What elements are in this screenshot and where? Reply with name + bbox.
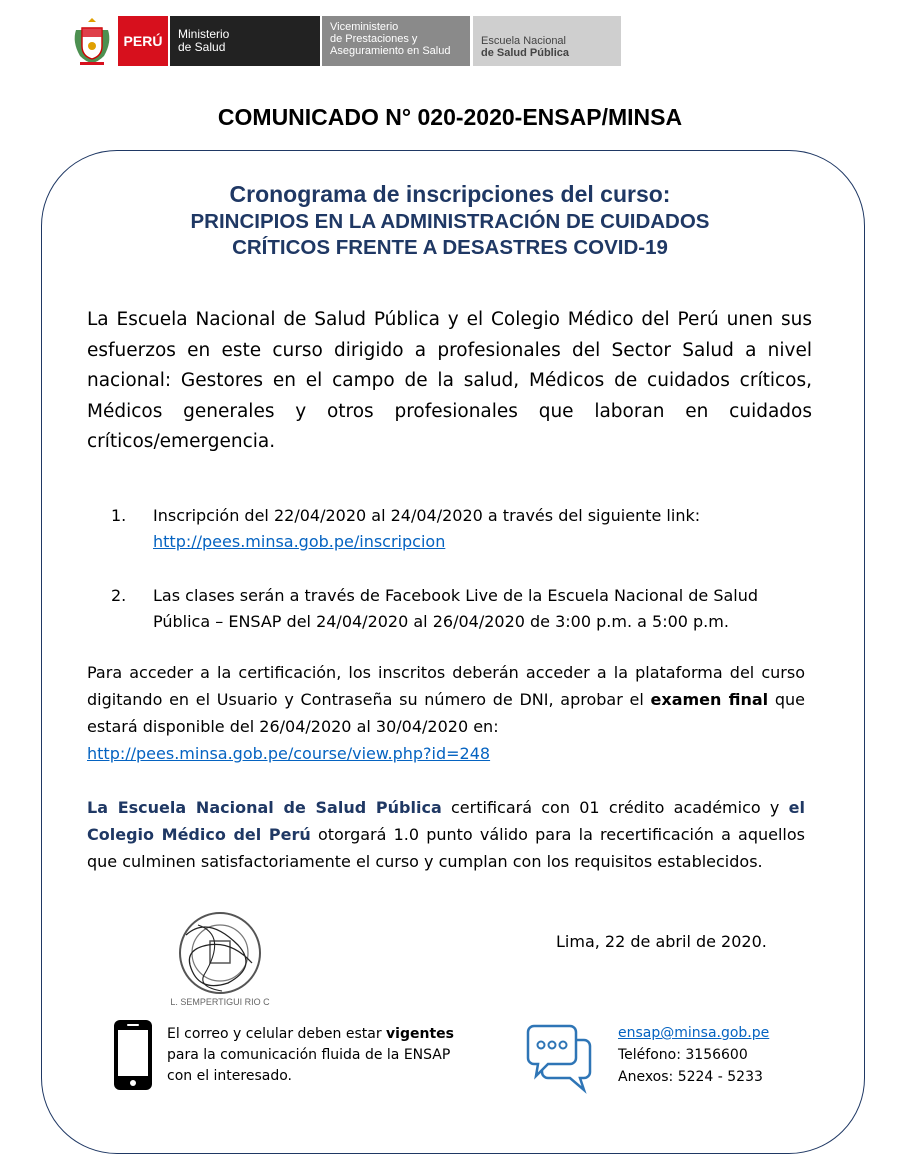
intro-paragraph: La Escuela Nacional de Salud Pública y el Colegio Médico del Perú unen sus esfuerzos en este curso dirigido a profesionales del Sector Salud a nivel nacional: Gestores en el campo de la salud, Médicos de cuidados críticos, Médicos generales y otros profesionales que laboran en cuidados críticos/emergencia. (87, 309, 812, 452)
ministerio-line1: Ministerio (178, 27, 230, 41)
course-title (0, 180, 900, 261)
inscripcion-link[interactable]: http://pees.minsa.gob.pe/inscripcion (153, 532, 446, 551)
viceministerio-label (322, 16, 470, 66)
ensap-label (473, 16, 621, 66)
credit-text-2: otorgará 1.0 punto válido para la recertificación a aquellos que culminen satisfactoriamente el curso y cumplan con los requisitos establecidos. (87, 825, 805, 871)
annex-numbers: Anexos: 5224 - 5233 (618, 1069, 763, 1085)
rounded-frame (41, 150, 865, 1154)
vice-line1: Viceministerio (330, 21, 399, 33)
stamp-signature: L. SEMPERTIGUI RIO C (170, 997, 270, 1007)
ensap-line2: de Salud Pública (481, 47, 570, 59)
ensap-line1: Escuela Nacional (481, 35, 566, 47)
credit-text-1: certificará con 01 crédito académico y (441, 798, 789, 817)
list-text: Las clases serán a través de Facebook Live de la Escuela Nacional de Salud Pública – ENSAP del 24/04/2020 al 26/04/2020 de 3:00 p.m. a 5:00 p.m. (153, 586, 759, 631)
ensap-name: La Escuela Nacional de Salud Pública (87, 798, 442, 817)
cert-bold-text: examen final (650, 690, 769, 709)
notice-bold: vigentes (386, 1026, 454, 1042)
notice-line3: con el interesado. (167, 1068, 292, 1084)
chat-bubbles-icon (526, 1022, 592, 1094)
vice-line3: Aseguramiento en Salud (330, 45, 451, 57)
notice-line1: El correo y celular deben estar (167, 1026, 387, 1042)
mobile-phone-icon (112, 1018, 154, 1092)
phone-number: Teléfono: 3156600 (618, 1047, 748, 1063)
course-link[interactable]: http://pees.minsa.gob.pe/course/view.php?id=248 (87, 744, 491, 763)
contact-notice (167, 1024, 454, 1087)
course-title-line3: CRÍTICOS FRENTE A DESASTRES COVID-19 (232, 236, 668, 259)
place-date: Lima, 22 de abril de 2020. (556, 932, 767, 951)
ministerio-label (170, 16, 320, 66)
peru-coat-of-arms-icon (70, 16, 114, 66)
list-number: 2. (111, 586, 127, 605)
peru-label: PERÚ (118, 16, 168, 66)
cert-text-1: Para acceder a la certificación, los inscritos deberán acceder a la plataforma del curso digitando en el Usuario y Contraseña su número de DNI, aprobar el (87, 663, 805, 709)
list-text: Inscripción del 22/04/2020 al 24/04/2020 a través del siguiente link: (153, 506, 701, 525)
header-logos (70, 16, 621, 66)
cert-text-2: que estará disponible del 26/04/2020 al 30/04/2020 en: (87, 690, 805, 736)
official-stamp-icon (168, 905, 272, 1009)
vice-line2: de Prestaciones y (330, 33, 418, 45)
email-link[interactable]: ensap@minsa.gob.pe (618, 1025, 770, 1041)
course-title-line1: Cronograma de inscripciones del curso: (229, 181, 671, 207)
ministerio-line2: de Salud (178, 40, 226, 54)
contact-info (618, 1022, 769, 1088)
certification-paragraph (87, 659, 805, 767)
course-title-line2: PRINCIPIOS EN LA ADMINISTRACIÓN DE CUIDADOS (190, 210, 710, 233)
notice-line2: para la comunicación fluida de la ENSAP (167, 1047, 451, 1063)
comunicado-title: COMUNICADO N° 020-2020-ENSAP/MINSA (217, 104, 683, 130)
list-number: 1. (111, 506, 127, 525)
credit-paragraph (87, 794, 805, 875)
colegio-name: el Colegio Médico del Perú (87, 798, 805, 844)
